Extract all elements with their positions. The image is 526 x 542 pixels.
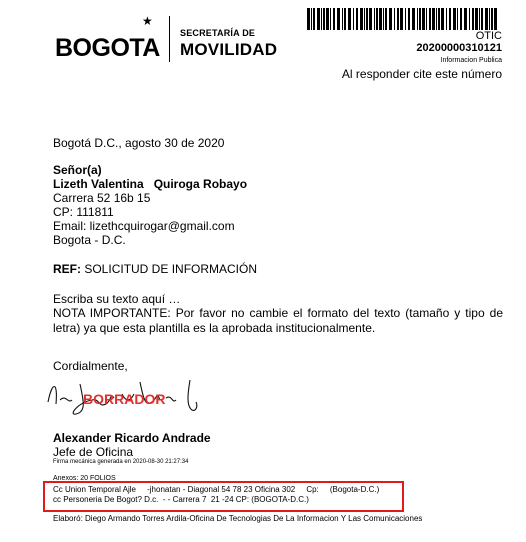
ref-label: REF:	[53, 262, 81, 276]
recipient-city: Bogota - D.C.	[53, 233, 126, 247]
barcode-icon	[307, 8, 497, 30]
logo-separator	[169, 16, 170, 62]
ref-text: SOLICITUD DE INFORMACIÓN	[84, 262, 258, 276]
cc-line-1: Cc Union Temporal Ajle -jhonatan - Diagonal 54 78 23 Oficina 302 Cp: (Bogota-D.C.)	[53, 485, 380, 494]
radicado-number: 20200000310121	[416, 42, 502, 54]
informacion-publica: Informacion Publica	[440, 57, 502, 64]
otic-label: OTIC	[475, 30, 502, 42]
signer-name: Alexander Ricardo Andrade	[53, 431, 211, 445]
cc-line-2: cc Personeria De Bogot? D.c. - - Carrera 7 21 -24 CP: (BOGOTA-D.C.)	[53, 495, 309, 504]
movilidad-label: MOVILIDAD	[180, 40, 278, 59]
borrador-stamp: BORRADOR	[83, 391, 166, 407]
bogota-logo: BOGOTA	[55, 34, 160, 62]
recipient-name: Lizeth Valentina Quiroga Robayo	[53, 177, 248, 191]
folios: Anexos: 20 FOLIOS	[53, 475, 116, 482]
recipient-postal: CP: 111811	[53, 205, 114, 219]
body-text: Escriba su texto aquí …	[53, 292, 181, 306]
secretaria-label: SECRETARÍA DE	[180, 28, 256, 38]
important-note: NOTA IMPORTANTE: Por favor no cambie el formato del texto (tamaño y tipo de letra) ya que esta plantilla es la aprobada institucionalmente.	[53, 306, 503, 335]
reference	[53, 262, 257, 277]
recipient-address: Carrera 52 16b 15	[53, 191, 151, 205]
cite-number-note: Al responder cite este número	[341, 67, 502, 81]
salutation: Señor(a)	[53, 163, 102, 177]
closing: Cordialmente,	[53, 359, 128, 373]
signature-note: Firma mecánica generada en 2020-08-30 21:27:34	[53, 459, 189, 465]
signer-title: Jefe de Oficina	[53, 445, 134, 459]
letter-date: Bogotá D.C., agosto 30 de 2020	[53, 136, 225, 150]
elaborated-by: Elaboró: Diego Armando Torres Ardila-Oficina De Tecnologias De La Informacion Y Las Comunicaciones	[53, 514, 423, 523]
recipient-email: Email: lizethcquirogar@gmail.com	[53, 219, 235, 233]
star-icon: ★	[142, 14, 153, 28]
